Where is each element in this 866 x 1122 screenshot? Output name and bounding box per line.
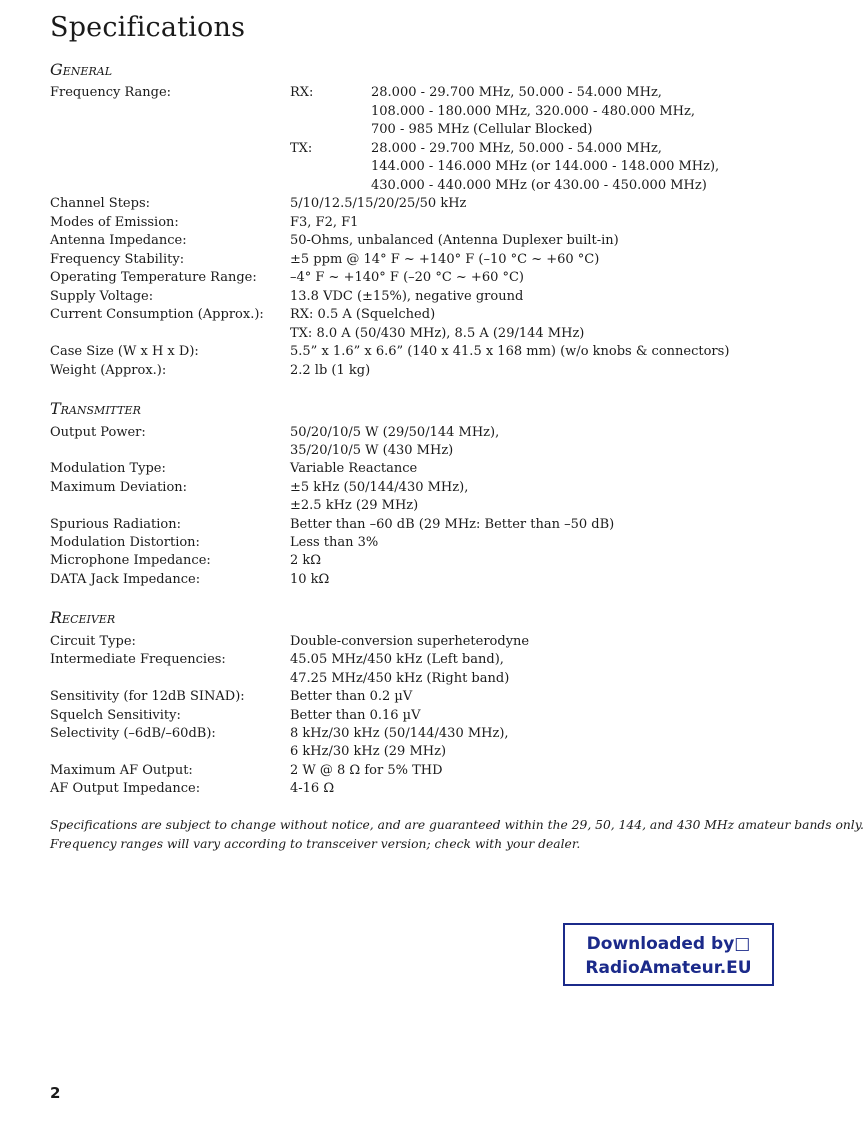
spec-value: 2.2 lb (1 kg) (290, 362, 371, 378)
spec-value: Less than 3% (290, 535, 379, 550)
page-number: 2 (50, 1084, 61, 1102)
badge-line: Downloaded by□ (586, 934, 751, 954)
spec-label: Modulation Distortion: (50, 535, 200, 550)
spec-value: 50/20/10/5 W (29/50/144 MHz), (290, 425, 500, 440)
spec-value: 10 kΩ (290, 572, 330, 587)
spec-label: Weight (Approx.): (50, 362, 167, 378)
spec-value: 13.8 VDC (±15%), negative ground (290, 288, 524, 304)
rx-range-line: 700 - 985 MHz (Cellular Blocked) (371, 122, 593, 137)
tx-range-line: 28.000 - 29.700 MHz, 50.000 - 54.000 MHz, (371, 140, 662, 156)
download-watermark-badge (563, 923, 774, 986)
section-heading-receiver: Receiver (50, 608, 116, 627)
spec-value: ±5 ppm @ 14° F ~ +140° F (–10 °C ~ +60 °C) (290, 251, 600, 267)
spec-label: Spurious Radiation: (50, 517, 182, 532)
spec-value: ±5 kHz (50/144/430 MHz), (290, 480, 469, 495)
spec-value: F3, F2, F1 (290, 214, 359, 230)
spec-label: Modulation Type: (50, 461, 166, 476)
tx-label: TX: (290, 140, 313, 156)
rx-range-line: 108.000 - 180.000 MHz, 320.000 - 480.000 MHz, (371, 103, 696, 119)
spec-label: Maximum Deviation: (50, 480, 188, 495)
spec-label: Output Power: (50, 425, 146, 440)
spec-value: 4-16 Ω (290, 781, 335, 796)
spec-label: Sensitivity (for 12dB SINAD): (50, 689, 245, 704)
rx-range-line: 28.000 - 29.700 MHz, 50.000 - 54.000 MHz, (371, 85, 662, 100)
section-heading-transmitter: Transmitter (50, 399, 141, 418)
spec-value: 6 kHz/30 kHz (29 MHz) (290, 744, 447, 759)
spec-label: Channel Steps: (50, 196, 150, 211)
spec-value: 5.5” x 1.6” x 6.6” (140 x 41.5 x 168 mm) (w/o knobs & connectors) (290, 344, 730, 359)
spec-value: Double-conversion superheterodyne (290, 634, 530, 649)
spec-label: AF Output Impedance: (50, 781, 201, 796)
spec-value: 50-Ohms, unbalanced (Antenna Duplexer built-in) (290, 233, 619, 248)
spec-label: Intermediate Frequencies: (50, 652, 226, 667)
tx-range-line: 144.000 - 146.000 MHz (or 144.000 - 148.000 MHz), (371, 159, 720, 174)
footnote: Frequency ranges will vary according to transceiver version; check with your dealer. (50, 837, 581, 851)
spec-value: 47.25 MHz/450 kHz (Right band) (290, 671, 510, 686)
spec-label: Circuit Type: (50, 634, 136, 649)
spec-label: Supply Voltage: (50, 288, 154, 304)
spec-label: Squelch Sensitivity: (50, 708, 181, 723)
spec-value: Variable Reactance (290, 461, 418, 476)
spec-value: TX: 8.0 A (50/430 MHz), 8.5 A (29/144 MHz) (290, 325, 585, 341)
spec-value: 35/20/10/5 W (430 MHz) (290, 443, 454, 458)
badge-line: RadioAmateur.EU (585, 958, 752, 978)
spec-label: Modes of Emission: (50, 214, 179, 230)
spec-value: 2 kΩ (290, 553, 322, 568)
spec-label: Current Consumption (Approx.): (50, 307, 264, 322)
footnote: Specifications are subject to change without notice, and are guaranteed within the 29, 50, 144, and 430 MHz amateur bands only. (50, 818, 864, 832)
spec-label: Antenna Impedance: (50, 233, 187, 248)
tx-range-line: 430.000 - 440.000 MHz (or 430.00 - 450.000 MHz) (371, 177, 707, 193)
spec-value: Better than 0.2 µV (290, 689, 413, 704)
page-title: Specifications (50, 12, 246, 43)
spec-value: 2 W @ 8 Ω for 5% THD (290, 763, 443, 778)
spec-label: Operating Temperature Range: (50, 270, 257, 285)
rx-label: RX: (290, 85, 314, 100)
spec-label: DATA Jack Impedance: (50, 572, 201, 587)
spec-value: 8 kHz/30 kHz (50/144/430 MHz), (290, 726, 509, 741)
spec-value: 5/10/12.5/15/20/25/50 kHz (290, 196, 467, 211)
spec-label: Frequency Range: (50, 85, 172, 100)
spec-value: Better than 0.16 µV (290, 708, 421, 723)
spec-value: Better than –60 dB (29 MHz: Better than –50 dB) (290, 517, 615, 532)
spec-label: Frequency Stability: (50, 251, 185, 267)
spec-value: –4° F ~ +140° F (–20 °C ~ +60 °C) (290, 270, 525, 285)
spec-label: Microphone Impedance: (50, 553, 211, 568)
spec-label: Case Size (W x H x D): (50, 344, 199, 359)
spec-label: Maximum AF Output: (50, 763, 193, 778)
spec-value: RX: 0.5 A (Squelched) (290, 307, 436, 322)
section-heading-general: General (50, 60, 112, 79)
spec-value: 45.05 MHz/450 kHz (Left band), (290, 652, 504, 667)
spec-value: ±2.5 kHz (29 MHz) (290, 498, 419, 513)
spec-label: Selectivity (–6dB/–60dB): (50, 726, 216, 741)
